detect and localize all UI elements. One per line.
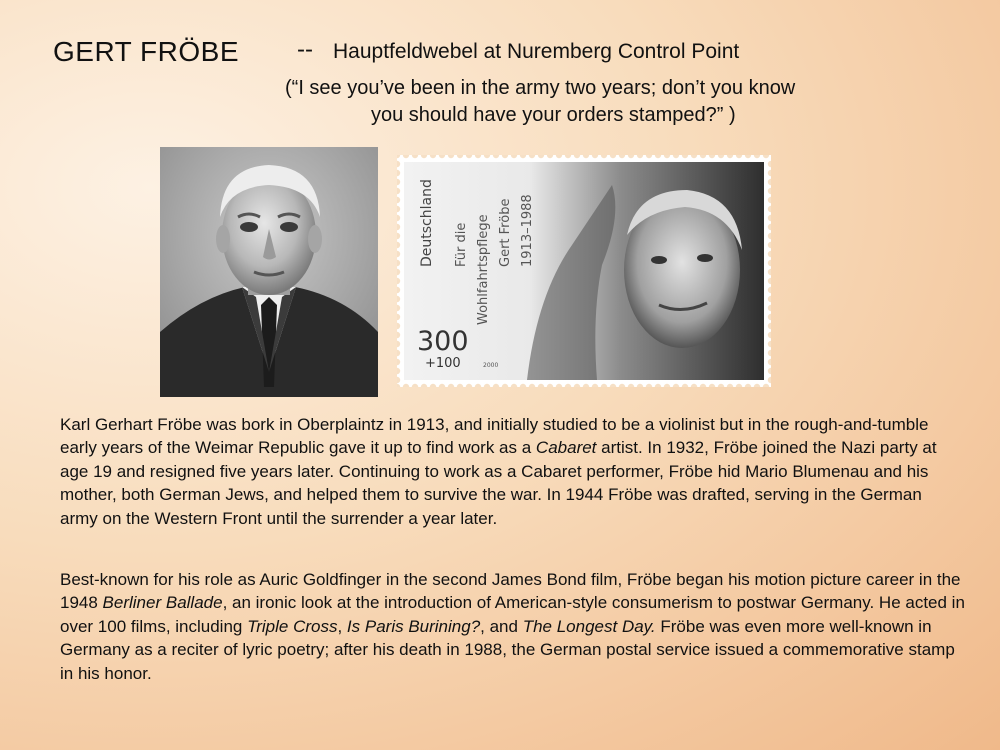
stamp-year: 2000 bbox=[483, 362, 499, 369]
stamp-surcharge: +100 bbox=[425, 356, 461, 371]
stamp-value: 300 bbox=[417, 326, 469, 357]
quote-line-2: you should have your orders stamped?” ) bbox=[371, 104, 736, 126]
portrait-photo bbox=[160, 147, 378, 397]
quote bbox=[285, 75, 885, 129]
stamp-line-1: Für die bbox=[454, 222, 469, 267]
quote-line-1: (“I see you’ve been in the army two years; don’t you know bbox=[285, 77, 796, 99]
page-title: GERT FRÖBE bbox=[53, 36, 240, 67]
bio-paragraph-1: Karl Gerhart Fröbe was bork in Oberplaintz in 1913, and initially studied to be a violinist but in the rough-and-tumble early years of the Weimar Republic gave it up to find work as a Cabaret artist. In 1932, Fröbe joined the Nazi party at age 19 and resigned five years later. Continuing to work as a Cabaret performer, Fröbe hid Mario Blumenau and his mother, both German Jews, and helped them to survive the war. In 1944 Fröbe was drafted, serving in the German army on the Western Front until the surrender a year later. bbox=[60, 415, 937, 528]
role-subtitle: Hauptfeldwebel at Nuremberg Control Point bbox=[333, 40, 740, 63]
stamp-years: 1913–1988 bbox=[520, 194, 535, 267]
commemorative-stamp bbox=[397, 155, 771, 387]
stamp-line-2: Wohlfahrtspflege bbox=[476, 214, 491, 325]
title-separator: -- bbox=[297, 36, 313, 63]
bio-paragraph-2: Best-known for his role as Auric Goldfinger in the second James Bond film, Fröbe began his motion picture career in the 1948 Berliner Ballade, an ironic look at the introduction of American-style consumerism to postwar Germany. He acted in over 100 films, including Triple Cross, Is Paris Burining?, and The Longest Day. Fröbe was even more well-known in Germany as a reciter of lyric poetry; after his death in 1988, the German postal service issued a commemorative stamp in his honor. bbox=[60, 570, 965, 683]
stamp-line-3: Gert Fröbe bbox=[498, 198, 513, 267]
stamp-country: Deutschland bbox=[419, 179, 435, 267]
